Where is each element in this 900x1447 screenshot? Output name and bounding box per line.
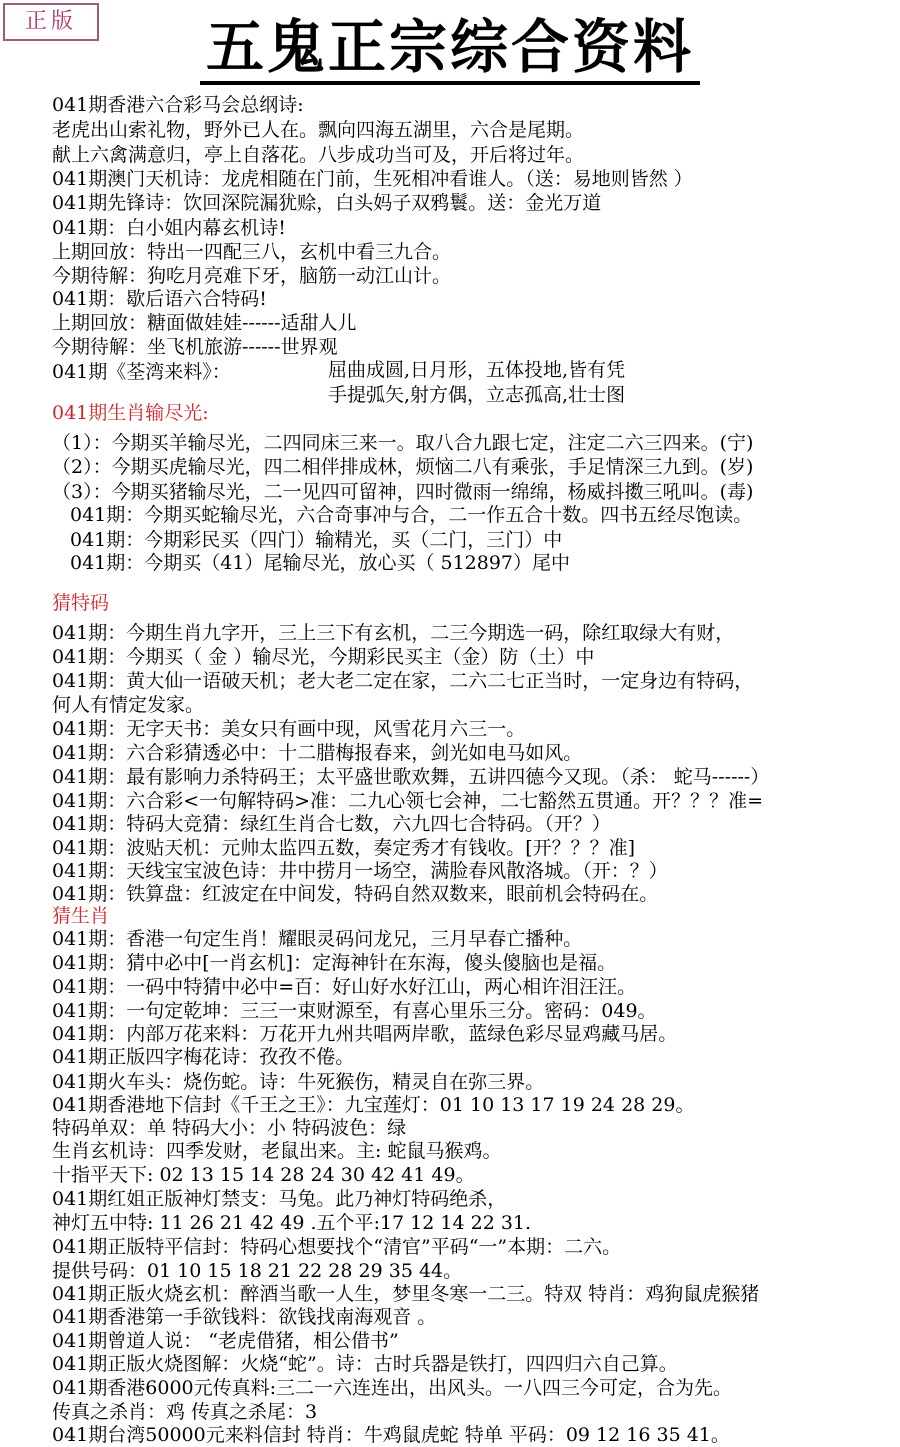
- text-line: 提供号码：01 10 15 18 21 22 28 29 35 44。: [52, 1260, 463, 1282]
- text-line: 今期待解：狗吃月亮难下牙，脑筋一动江山计。: [52, 265, 452, 287]
- text-line: 041期：猜中必中[一肖玄机]：定海神针在东海，傻头傻脑也是福。: [52, 952, 617, 974]
- text-line: （2）：今期买虎输尽光，四二相伴排成林，烦恼二八有乘张，手足情深三九到。(岁): [52, 456, 754, 478]
- text-line: 041期：特码大竞猜：绿红生肖合七数，六九四七合特码。（开？）: [52, 813, 611, 835]
- text-line: 041期：今期买（ 金 ）输尽光，今期彩民买主（金）防（土）中: [52, 646, 595, 668]
- text-line: 041期：歇后语六合特码!: [52, 288, 267, 310]
- text-line: 041期正版火烧图解：火烧“蛇”。诗：古时兵器是铁打，四四归六自己算。: [52, 1353, 678, 1375]
- text-line: 041期：一句定乾坤：三三一束财源至，有喜心里乐三分。密码：049。: [52, 1000, 657, 1022]
- text-line: 上期回放：特出一四配三八，玄机中看三九合。: [52, 241, 452, 263]
- section-heading: 猜特码: [52, 592, 110, 614]
- text-line: 献上六禽满意归，亭上自落花。八步成功当可及，开后将过年。: [52, 144, 585, 166]
- text-line: 041期：铁算盘：红波定在中间发，特码自然双数来，眼前机会特码在。: [52, 883, 659, 905]
- text-line: 041期澳门天机诗：龙虎相随在门前，生死相冲看谁人。（送：易地则皆然 ）: [52, 168, 693, 190]
- text-line: 041期：白小姐内幕玄机诗!: [52, 217, 286, 239]
- text-line: 041期：今期买蛇输尽光，六合奇事冲与合，二一作五合十数。四书五经尽饱读。: [70, 504, 753, 526]
- text-line: （1）：今期买羊输尽光，二四同床三来一。取八合九跟七定，注定二六三四来。(宁): [52, 432, 754, 454]
- text-line: 041期：波贴天机：元帅太监四五数，奏定秀才有钱收。[开？？？准]: [52, 837, 636, 859]
- text-line: 041期：今期买（41）尾输尽光，放心买（ 512897）尾中: [70, 552, 571, 574]
- text-line: 041期红姐正版神灯禁支：马兔。此乃神灯特码绝杀，: [52, 1188, 507, 1210]
- text-line: 041期香港六合彩马会总纲诗:: [52, 94, 304, 116]
- text-line: 何人有情定发家。: [52, 694, 205, 716]
- text-line: 上期回放：糖面做娃娃------适甜人儿: [52, 312, 357, 334]
- text-line: 041期先锋诗：饮回深院漏犹赊，白头妈子双鸦鬟。送：金光万道: [52, 192, 602, 214]
- text-line: 041期香港6000元传真料:三二一六连连出，出风头。一八四三今可定，合为先。: [52, 1377, 733, 1399]
- text-line: 神灯五中特: 11 26 21 42 49 .五个平:17 12 14 22 31.: [52, 1212, 532, 1234]
- text-line: 041期：六合彩猜透必中：十二腊梅报春来，剑光如电马如风。: [52, 742, 583, 764]
- text-line: （3）：今期买猪输尽光，二一见四可留神，四时微雨一绵绵，杨威抖擞三吼叫。(毒): [52, 481, 754, 503]
- page-title: [0, 8, 900, 86]
- text-line: 屈曲成圆,日月形，五体投地,皆有凭: [328, 359, 626, 381]
- text-line: 041期：一码中特猜中必中=百：好山好水好江山，两心相许泪汪汪。: [52, 976, 637, 998]
- text-line: 041期正版火烧玄机：醉酒当歌一人生，梦里冬寒一二三。特双 特肖：鸡狗鼠虎猴猪: [52, 1283, 760, 1305]
- text-line: 老虎出山索礼物，野外已人在。飘向四海五湖里，六合是尾期。: [52, 119, 585, 141]
- page-title-text: 五鬼正宗综合资料: [200, 13, 700, 85]
- text-line: 041期正版特平信封：特码心想要找个“清官”平码“一”本期：二六。: [52, 1236, 622, 1258]
- text-line: 041期：无字天书：美女只有画中现，风雪花月六三一。: [52, 718, 526, 740]
- edition-badge: 正版: [3, 3, 99, 41]
- text-line: 041期香港第一手欲钱料：欲钱找南海观音 。: [52, 1306, 437, 1328]
- text-line: 手提弧矢,射方偶，立志孤高,壮士图: [328, 384, 626, 406]
- text-line: 传真之杀肖：鸡 传真之杀尾：3: [52, 1401, 318, 1423]
- text-line: 041期：今期生肖九字开，三上三下有玄机，二三今期选一码，除红取绿大有财，: [52, 622, 735, 644]
- text-line: 041期曾道人说： “老虎借猪，相公借书”: [52, 1330, 399, 1352]
- text-line: 今期待解：坐飞机旅游------世界观: [52, 336, 338, 358]
- text-line: 041期：今期彩民买（四门）输精光，买（二门，三门）中: [70, 529, 563, 551]
- text-line: 041期：香港一句定生肖！耀眼灵码问龙兄，三月早春亡播种。: [52, 928, 583, 950]
- text-line: 生肖玄机诗：四季发财，老鼠出来。主: 蛇鼠马猴鸡。: [52, 1140, 502, 1162]
- text-line: 041期：六合彩<一句解特码>准：二九心领七会神，二七豁然五贯通。开？？？准=: [52, 790, 764, 812]
- text-line: 041期：黄大仙一语破天机；老大老二定在家，二六二七正当时，一定身边有特码，: [52, 670, 754, 692]
- text-line: 041期正版四字梅花诗：孜孜不倦。: [52, 1046, 355, 1068]
- section-heading: 041期生肖输尽光:: [52, 402, 209, 424]
- text-line: 十指平天下: 02 13 15 14 28 24 30 42 41 49。: [52, 1164, 475, 1186]
- text-line: 041期：天线宝宝波色诗：井中捞月一场空，满脸春风散洛城。（开：？）: [52, 860, 668, 882]
- text-line: 041期：最有影响力杀特码王；太平盛世歌欢舞，五讲四德今又现。（杀： 蛇马------）: [52, 766, 770, 788]
- text-line: 041期《荃湾来料》：: [52, 361, 231, 383]
- text-line: 041期香港地下信封《千王之王》：九宝莲灯：01 10 13 17 19 24 28 29。: [52, 1094, 695, 1116]
- section-heading: 猜生肖: [52, 905, 110, 927]
- text-line: 041期：内部万花来料：万花开九州共唱两岸歌，蓝绿色彩尽显鸡藏马居。: [52, 1023, 678, 1045]
- text-line: 特码单双：单 特码大小：小 特码波色：绿: [52, 1117, 407, 1139]
- text-line: 041期火车头：烧伤蛇。诗：牛死猴伤，精灵自在弥三界。: [52, 1071, 545, 1093]
- text-line: 041期台湾50000元来料信封 特肖：牛鸡鼠虎蛇 特单 平码：09 12 16 35 41。: [52, 1424, 730, 1446]
